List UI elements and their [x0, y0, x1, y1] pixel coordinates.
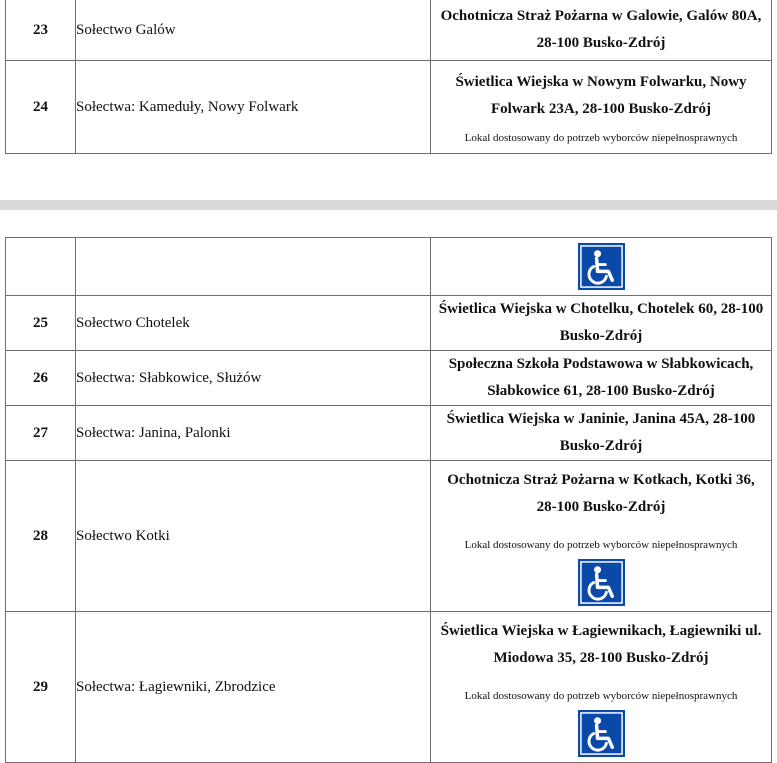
- district-name: Sołectwo Chotelek: [76, 296, 431, 351]
- table-row: [6, 296, 772, 351]
- accessibility-note: Lokal dostosowany do potrzeb wyborców niepełnosprawnych: [464, 538, 738, 551]
- accessibility-note: Lokal dostosowany do potrzeb wyborców niepełnosprawnych: [464, 689, 738, 702]
- address-line: Busko-Zdrój: [559, 438, 643, 454]
- wheelchair-accessible-icon: [578, 559, 625, 606]
- address-line: Busko-Zdrój: [559, 328, 643, 344]
- row-number: 25: [6, 296, 76, 351]
- wheelchair-accessible-icon: [578, 243, 625, 290]
- table-row: [6, 0, 772, 61]
- table-row: [6, 351, 772, 406]
- district-name: Sołectwo Galów: [76, 0, 431, 61]
- row-number: 29: [6, 612, 76, 763]
- district-name: Sołectwa: Słabkowice, Służów: [76, 351, 431, 406]
- polling-location: [431, 238, 772, 296]
- row-number: 23: [6, 0, 76, 61]
- voting-stations-table-page-2: [5, 237, 772, 763]
- address-line: 28-100 Busko-Zdrój: [536, 35, 666, 51]
- polling-location: [431, 296, 772, 351]
- wheelchair-accessible-icon: [578, 710, 625, 757]
- address-line: Ochotnicza Straż Pożarna w Kotkach, Kotki 36,: [447, 471, 755, 488]
- address-line: Świetlica Wiejska w Nowym Folwarku, Nowy: [455, 74, 747, 90]
- empty-cell: [76, 238, 431, 296]
- address-line: Świetlica Wiejska w Janinie, Janina 45A, 28-100: [446, 411, 756, 427]
- polling-location: [431, 351, 772, 406]
- polling-location: [431, 0, 772, 61]
- row-number: 27: [6, 406, 76, 461]
- polling-location: [431, 406, 772, 461]
- district-name: Sołectwa: Łagiewniki, Zbrodzice: [76, 612, 431, 763]
- address-line: Społeczna Szkoła Podstawowa w Słabkowicach,: [448, 356, 754, 372]
- address-line: Miodowa 35, 28-100 Busko-Zdrój: [493, 649, 709, 666]
- empty-cell: [6, 238, 76, 296]
- table-row: [6, 612, 772, 763]
- voting-stations-table-page-1: [5, 0, 772, 154]
- row-number: 24: [6, 61, 76, 154]
- table-row: [6, 461, 772, 612]
- district-name: Sołectwo Kotki: [76, 461, 431, 612]
- row-number: 28: [6, 461, 76, 612]
- address-line: 28-100 Busko-Zdrój: [536, 498, 666, 515]
- table-row: [6, 61, 772, 154]
- polling-location: [431, 461, 772, 612]
- polling-location: [431, 61, 772, 154]
- address-line: Słabkowice 61, 28-100 Busko-Zdrój: [487, 383, 715, 399]
- district-name: Sołectwa: Kameduły, Nowy Folwark: [76, 61, 431, 154]
- polling-location: [431, 612, 772, 763]
- district-name: Sołectwa: Janina, Palonki: [76, 406, 431, 461]
- table-row: [6, 238, 772, 296]
- row-number: 26: [6, 351, 76, 406]
- address-line: Świetlica Wiejska w Chotelku, Chotelek 60, 28-100: [438, 301, 764, 317]
- address-line: Świetlica Wiejska w Łagiewnikach, Łagiewniki ul.: [440, 622, 762, 639]
- address-line: Ochotnicza Straż Pożarna w Galowie, Galów 80A,: [440, 8, 762, 24]
- address-line: Folwark 23A, 28-100 Busko-Zdrój: [490, 101, 711, 117]
- page-separator: [0, 200, 777, 210]
- table-row: [6, 406, 772, 461]
- accessibility-note: Lokal dostosowany do potrzeb wyborców niepełnosprawnych: [464, 132, 738, 144]
